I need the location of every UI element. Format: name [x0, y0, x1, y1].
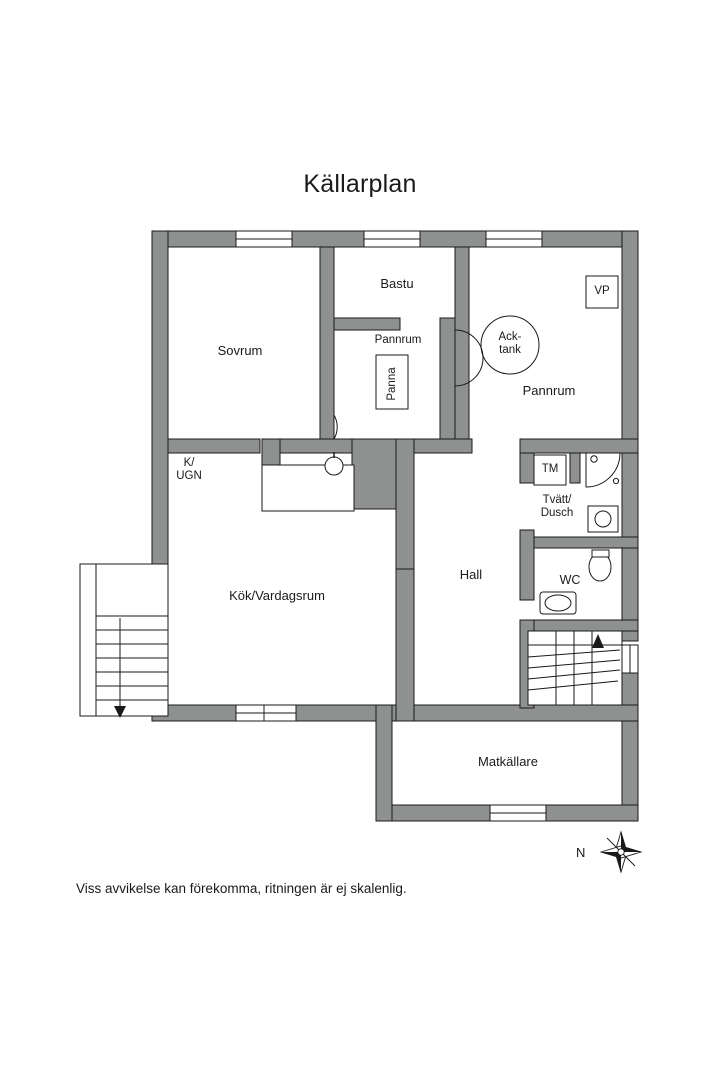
room-label-acktank: Ack- tank: [498, 331, 522, 356]
room-label-tvatt-dusch: Tvätt/ Dusch: [540, 494, 574, 519]
room-label-tm: TM: [541, 463, 559, 475]
exterior-stair: [80, 564, 168, 718]
room-label-sovrum: Sovrum: [217, 343, 263, 358]
compass-north-label: N: [576, 845, 586, 860]
room-label-panna: Panna: [386, 367, 398, 401]
interior-stair: [528, 631, 622, 705]
disclaimer-note: Viss avvikelse kan förekomma, ritningen är ej skalenlig.: [76, 881, 407, 896]
room-label-k-ugn: K/ UGN: [176, 457, 202, 482]
room-label-hall: Hall: [459, 567, 483, 582]
room-label-wc: WC: [559, 573, 581, 587]
page-title: Källarplan: [303, 170, 417, 198]
room-label-bastu: Bastu: [380, 276, 414, 291]
room-label-pannrum-small: Pannrum: [374, 334, 422, 346]
room-label-pannrum-large: Pannrum: [522, 383, 576, 398]
room-label-matkallare: Matkällare: [478, 754, 538, 769]
room-label-kok-vardagsrum: Kök/Vardagsrum: [229, 588, 325, 603]
room-label-vp: VP: [594, 285, 610, 297]
